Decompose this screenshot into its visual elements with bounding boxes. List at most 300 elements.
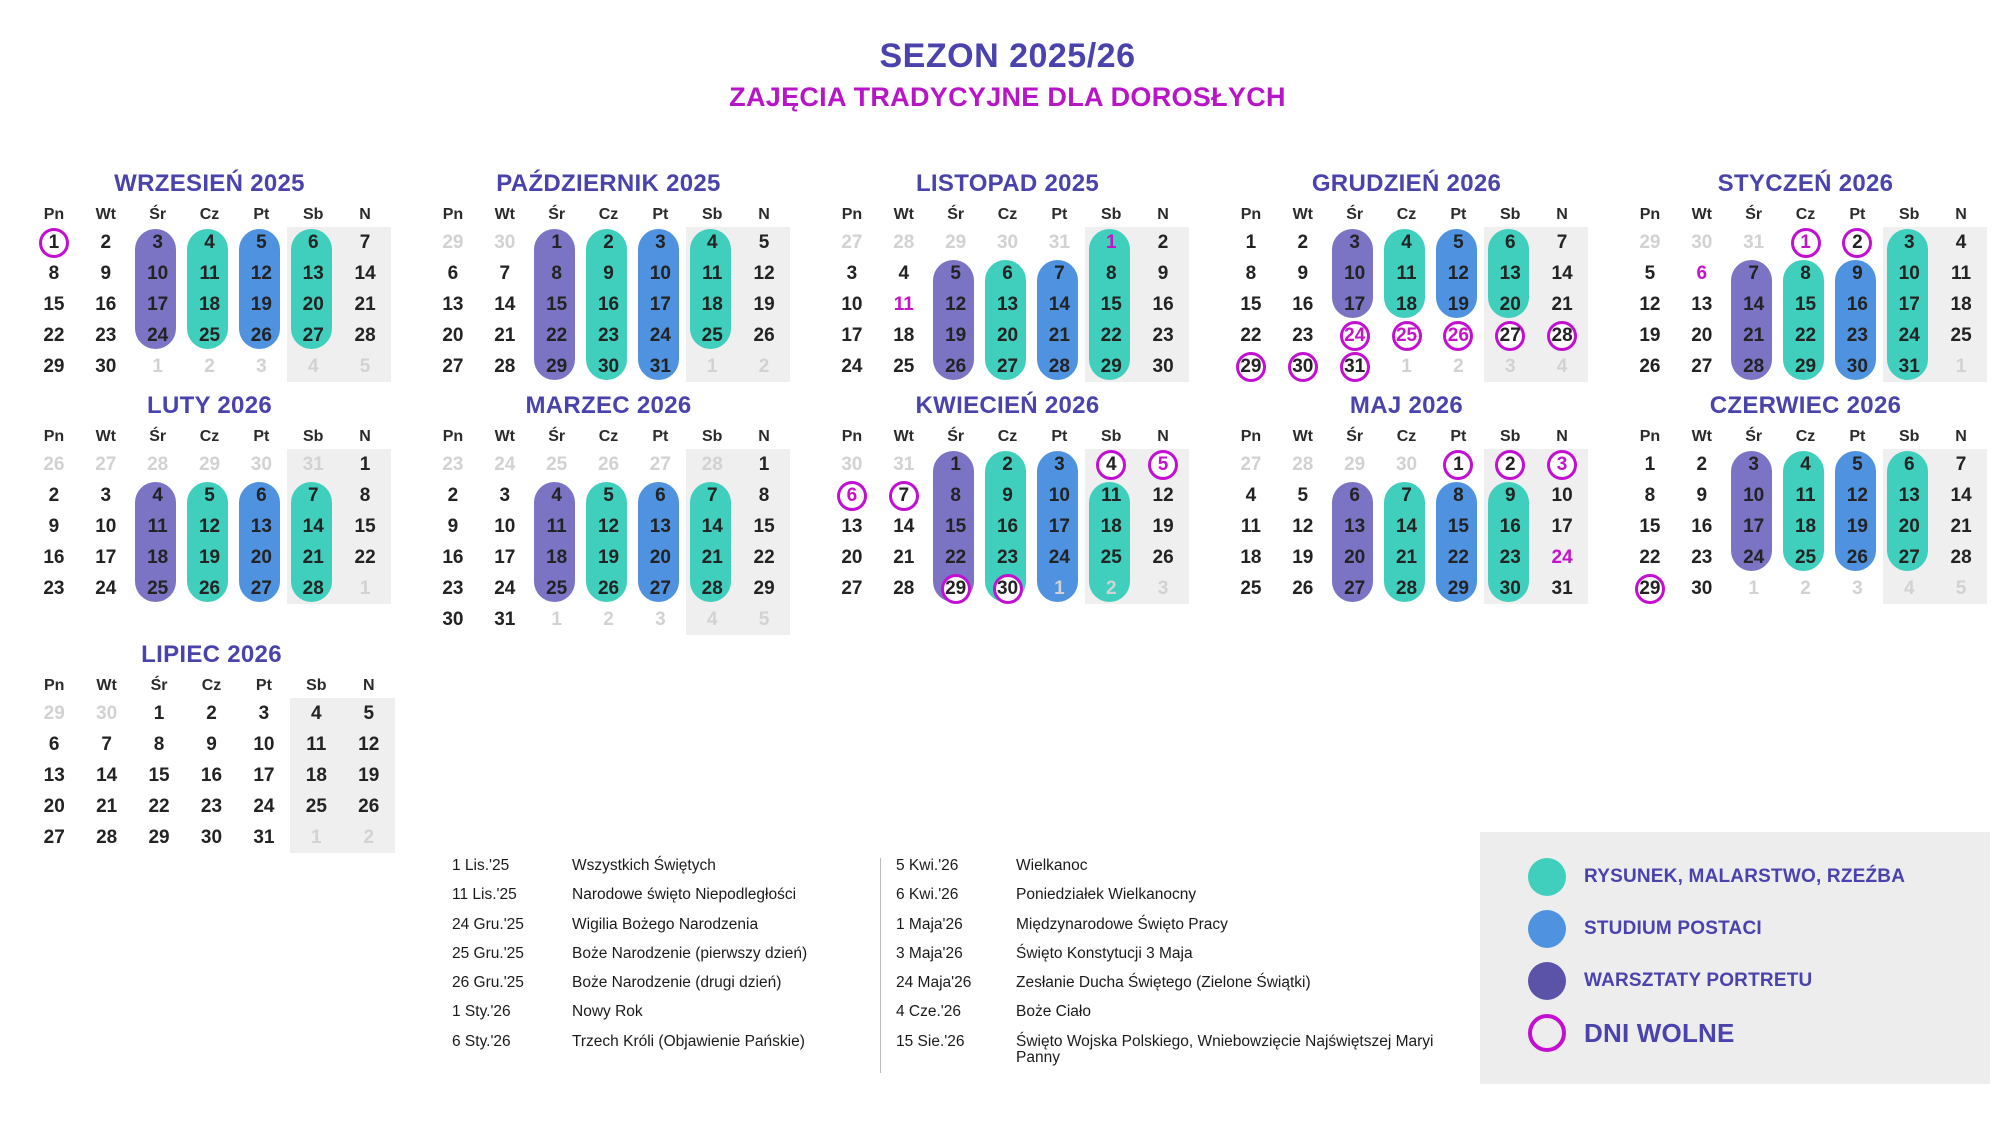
day-cell[interactable] — [826, 289, 878, 320]
day-cell[interactable] — [1381, 573, 1433, 604]
day-cell[interactable] — [287, 289, 339, 320]
day-cell[interactable] — [28, 320, 80, 351]
day-cell[interactable] — [1329, 449, 1381, 480]
day-cell[interactable] — [1780, 573, 1832, 604]
day-cell[interactable] — [1831, 449, 1883, 480]
day-cell[interactable] — [1536, 480, 1588, 511]
day-cell[interactable] — [634, 604, 686, 635]
day-cell[interactable] — [235, 449, 287, 480]
day-cell[interactable] — [982, 449, 1034, 480]
day-cell[interactable] — [634, 227, 686, 258]
day-cell[interactable] — [479, 227, 531, 258]
day-cell[interactable] — [1137, 480, 1189, 511]
day-cell[interactable] — [290, 822, 342, 853]
day-cell[interactable] — [1277, 542, 1329, 573]
day-cell[interactable] — [427, 227, 479, 258]
day-cell[interactable] — [1883, 573, 1935, 604]
day-cell[interactable] — [184, 511, 236, 542]
day-cell[interactable] — [287, 227, 339, 258]
day-cell[interactable] — [1085, 480, 1137, 511]
day-cell[interactable] — [427, 511, 479, 542]
day-cell[interactable] — [738, 542, 790, 573]
day-cell[interactable] — [479, 573, 531, 604]
day-cell[interactable] — [479, 351, 531, 382]
day-cell[interactable] — [531, 258, 583, 289]
day-cell[interactable] — [184, 542, 236, 573]
day-cell[interactable] — [1329, 258, 1381, 289]
day-cell[interactable] — [1536, 258, 1588, 289]
day-cell[interactable] — [531, 351, 583, 382]
day-cell[interactable] — [1676, 573, 1728, 604]
day-cell[interactable] — [1381, 449, 1433, 480]
day-cell[interactable] — [930, 227, 982, 258]
day-cell[interactable] — [930, 351, 982, 382]
day-cell[interactable] — [738, 320, 790, 351]
day-cell[interactable] — [427, 320, 479, 351]
day-cell[interactable] — [1381, 480, 1433, 511]
day-cell[interactable] — [1033, 511, 1085, 542]
day-cell[interactable] — [982, 542, 1034, 573]
day-cell[interactable] — [878, 289, 930, 320]
day-cell[interactable] — [930, 511, 982, 542]
day-cell[interactable] — [826, 573, 878, 604]
day-cell[interactable] — [1432, 351, 1484, 382]
day-cell[interactable] — [80, 227, 132, 258]
day-cell[interactable] — [1935, 480, 1987, 511]
day-cell[interactable] — [686, 289, 738, 320]
day-cell[interactable] — [1137, 227, 1189, 258]
day-cell[interactable] — [531, 480, 583, 511]
day-cell[interactable] — [235, 351, 287, 382]
day-cell[interactable] — [427, 351, 479, 382]
day-cell[interactable] — [479, 511, 531, 542]
day-cell[interactable] — [1085, 573, 1137, 604]
day-cell[interactable] — [982, 511, 1034, 542]
day-cell[interactable] — [339, 573, 391, 604]
day-cell[interactable] — [235, 320, 287, 351]
day-cell[interactable] — [427, 480, 479, 511]
day-cell[interactable] — [1329, 573, 1381, 604]
day-cell[interactable] — [583, 320, 635, 351]
day-cell[interactable] — [878, 227, 930, 258]
day-cell[interactable] — [686, 542, 738, 573]
day-cell[interactable] — [287, 542, 339, 573]
day-cell[interactable] — [1831, 511, 1883, 542]
day-cell[interactable] — [1432, 511, 1484, 542]
day-cell[interactable] — [1728, 351, 1780, 382]
day-cell[interactable] — [80, 511, 132, 542]
day-cell[interactable] — [479, 289, 531, 320]
day-cell[interactable] — [1831, 289, 1883, 320]
day-cell[interactable] — [1883, 258, 1935, 289]
day-cell[interactable] — [1277, 289, 1329, 320]
day-cell[interactable] — [686, 604, 738, 635]
day-cell[interactable] — [1935, 511, 1987, 542]
day-cell[interactable] — [184, 480, 236, 511]
day-cell[interactable] — [583, 604, 635, 635]
day-cell[interactable] — [28, 449, 80, 480]
day-cell[interactable] — [583, 351, 635, 382]
day-cell[interactable] — [1728, 258, 1780, 289]
day-cell[interactable] — [290, 698, 342, 729]
day-cell[interactable] — [1780, 511, 1832, 542]
day-cell[interactable] — [583, 289, 635, 320]
day-cell[interactable] — [28, 573, 80, 604]
day-cell[interactable] — [1935, 320, 1987, 351]
day-cell[interactable] — [1831, 573, 1883, 604]
day-cell[interactable] — [1277, 511, 1329, 542]
day-cell[interactable] — [1536, 449, 1588, 480]
day-cell[interactable] — [1381, 258, 1433, 289]
day-cell[interactable] — [1676, 227, 1728, 258]
day-cell[interactable] — [132, 511, 184, 542]
day-cell[interactable] — [1831, 542, 1883, 573]
day-cell[interactable] — [80, 258, 132, 289]
day-cell[interactable] — [1935, 227, 1987, 258]
day-cell[interactable] — [634, 289, 686, 320]
day-cell[interactable] — [1085, 258, 1137, 289]
day-cell[interactable] — [826, 227, 878, 258]
day-cell[interactable] — [132, 573, 184, 604]
day-cell[interactable] — [1883, 480, 1935, 511]
day-cell[interactable] — [339, 289, 391, 320]
day-cell[interactable] — [1676, 449, 1728, 480]
day-cell[interactable] — [1277, 227, 1329, 258]
day-cell[interactable] — [184, 320, 236, 351]
day-cell[interactable] — [1484, 289, 1536, 320]
day-cell[interactable] — [583, 542, 635, 573]
day-cell[interactable] — [238, 729, 290, 760]
day-cell[interactable] — [185, 791, 237, 822]
day-cell[interactable] — [1676, 258, 1728, 289]
day-cell[interactable] — [1329, 511, 1381, 542]
day-cell[interactable] — [738, 604, 790, 635]
day-cell[interactable] — [1225, 258, 1277, 289]
day-cell[interactable] — [1780, 320, 1832, 351]
day-cell[interactable] — [634, 351, 686, 382]
day-cell[interactable] — [1935, 542, 1987, 573]
day-cell[interactable] — [982, 258, 1034, 289]
day-cell[interactable] — [479, 320, 531, 351]
day-cell[interactable] — [583, 449, 635, 480]
day-cell[interactable] — [1432, 227, 1484, 258]
day-cell[interactable] — [1137, 289, 1189, 320]
day-cell[interactable] — [287, 480, 339, 511]
day-cell[interactable] — [1780, 289, 1832, 320]
day-cell[interactable] — [185, 822, 237, 853]
day-cell[interactable] — [132, 351, 184, 382]
day-cell[interactable] — [1676, 480, 1728, 511]
day-cell[interactable] — [339, 542, 391, 573]
day-cell[interactable] — [80, 573, 132, 604]
day-cell[interactable] — [80, 729, 132, 760]
day-cell[interactable] — [28, 822, 80, 853]
day-cell[interactable] — [531, 320, 583, 351]
day-cell[interactable] — [1536, 542, 1588, 573]
day-cell[interactable] — [427, 604, 479, 635]
day-cell[interactable] — [1225, 351, 1277, 382]
day-cell[interactable] — [878, 480, 930, 511]
day-cell[interactable] — [1033, 480, 1085, 511]
day-cell[interactable] — [686, 511, 738, 542]
day-cell[interactable] — [184, 258, 236, 289]
day-cell[interactable] — [1137, 573, 1189, 604]
day-cell[interactable] — [1624, 542, 1676, 573]
day-cell[interactable] — [531, 573, 583, 604]
day-cell[interactable] — [930, 573, 982, 604]
day-cell[interactable] — [583, 511, 635, 542]
day-cell[interactable] — [1883, 542, 1935, 573]
day-cell[interactable] — [479, 480, 531, 511]
day-cell[interactable] — [1935, 351, 1987, 382]
day-cell[interactable] — [930, 449, 982, 480]
day-cell[interactable] — [583, 258, 635, 289]
day-cell[interactable] — [427, 289, 479, 320]
day-cell[interactable] — [1137, 511, 1189, 542]
day-cell[interactable] — [930, 542, 982, 573]
day-cell[interactable] — [1536, 573, 1588, 604]
day-cell[interactable] — [930, 258, 982, 289]
day-cell[interactable] — [1432, 320, 1484, 351]
day-cell[interactable] — [235, 480, 287, 511]
day-cell[interactable] — [583, 573, 635, 604]
day-cell[interactable] — [878, 258, 930, 289]
day-cell[interactable] — [1137, 320, 1189, 351]
day-cell[interactable] — [184, 351, 236, 382]
day-cell[interactable] — [1728, 449, 1780, 480]
day-cell[interactable] — [1033, 573, 1085, 604]
day-cell[interactable] — [28, 289, 80, 320]
day-cell[interactable] — [982, 289, 1034, 320]
day-cell[interactable] — [531, 449, 583, 480]
day-cell[interactable] — [634, 573, 686, 604]
day-cell[interactable] — [1484, 320, 1536, 351]
day-cell[interactable] — [235, 573, 287, 604]
day-cell[interactable] — [982, 227, 1034, 258]
day-cell[interactable] — [133, 729, 185, 760]
day-cell[interactable] — [1277, 258, 1329, 289]
day-cell[interactable] — [531, 227, 583, 258]
day-cell[interactable] — [1536, 511, 1588, 542]
day-cell[interactable] — [427, 449, 479, 480]
day-cell[interactable] — [80, 449, 132, 480]
day-cell[interactable] — [1329, 227, 1381, 258]
day-cell[interactable] — [1883, 449, 1935, 480]
day-cell[interactable] — [235, 542, 287, 573]
day-cell[interactable] — [634, 511, 686, 542]
day-cell[interactable] — [238, 760, 290, 791]
day-cell[interactable] — [132, 480, 184, 511]
day-cell[interactable] — [1033, 542, 1085, 573]
day-cell[interactable] — [132, 449, 184, 480]
day-cell[interactable] — [80, 760, 132, 791]
day-cell[interactable] — [28, 351, 80, 382]
day-cell[interactable] — [133, 698, 185, 729]
day-cell[interactable] — [1225, 289, 1277, 320]
day-cell[interactable] — [1432, 480, 1484, 511]
day-cell[interactable] — [1381, 320, 1433, 351]
day-cell[interactable] — [826, 511, 878, 542]
day-cell[interactable] — [1676, 511, 1728, 542]
day-cell[interactable] — [235, 227, 287, 258]
day-cell[interactable] — [531, 604, 583, 635]
day-cell[interactable] — [1432, 449, 1484, 480]
day-cell[interactable] — [878, 573, 930, 604]
day-cell[interactable] — [238, 822, 290, 853]
day-cell[interactable] — [1085, 542, 1137, 573]
day-cell[interactable] — [1085, 289, 1137, 320]
day-cell[interactable] — [1624, 289, 1676, 320]
day-cell[interactable] — [1780, 351, 1832, 382]
day-cell[interactable] — [1728, 480, 1780, 511]
day-cell[interactable] — [1883, 289, 1935, 320]
day-cell[interactable] — [1728, 542, 1780, 573]
day-cell[interactable] — [427, 542, 479, 573]
day-cell[interactable] — [930, 480, 982, 511]
day-cell[interactable] — [1381, 227, 1433, 258]
day-cell[interactable] — [339, 480, 391, 511]
day-cell[interactable] — [479, 604, 531, 635]
day-cell[interactable] — [184, 227, 236, 258]
day-cell[interactable] — [80, 320, 132, 351]
day-cell[interactable] — [1085, 227, 1137, 258]
day-cell[interactable] — [1624, 351, 1676, 382]
day-cell[interactable] — [826, 542, 878, 573]
day-cell[interactable] — [686, 480, 738, 511]
day-cell[interactable] — [930, 289, 982, 320]
day-cell[interactable] — [1728, 320, 1780, 351]
day-cell[interactable] — [235, 511, 287, 542]
day-cell[interactable] — [1225, 480, 1277, 511]
day-cell[interactable] — [1676, 351, 1728, 382]
day-cell[interactable] — [878, 542, 930, 573]
day-cell[interactable] — [1137, 542, 1189, 573]
day-cell[interactable] — [1883, 351, 1935, 382]
day-cell[interactable] — [583, 480, 635, 511]
day-cell[interactable] — [235, 258, 287, 289]
day-cell[interactable] — [1277, 320, 1329, 351]
day-cell[interactable] — [1277, 480, 1329, 511]
day-cell[interactable] — [1329, 542, 1381, 573]
day-cell[interactable] — [238, 698, 290, 729]
day-cell[interactable] — [1225, 227, 1277, 258]
day-cell[interactable] — [1780, 480, 1832, 511]
day-cell[interactable] — [1831, 227, 1883, 258]
day-cell[interactable] — [1033, 320, 1085, 351]
day-cell[interactable] — [1033, 258, 1085, 289]
day-cell[interactable] — [132, 542, 184, 573]
day-cell[interactable] — [583, 227, 635, 258]
day-cell[interactable] — [1137, 449, 1189, 480]
day-cell[interactable] — [1624, 320, 1676, 351]
day-cell[interactable] — [1780, 258, 1832, 289]
day-cell[interactable] — [28, 698, 80, 729]
day-cell[interactable] — [80, 351, 132, 382]
day-cell[interactable] — [1277, 573, 1329, 604]
day-cell[interactable] — [1484, 227, 1536, 258]
day-cell[interactable] — [1624, 449, 1676, 480]
day-cell[interactable] — [80, 480, 132, 511]
day-cell[interactable] — [1225, 320, 1277, 351]
day-cell[interactable] — [982, 573, 1034, 604]
day-cell[interactable] — [634, 542, 686, 573]
day-cell[interactable] — [339, 449, 391, 480]
day-cell[interactable] — [1432, 258, 1484, 289]
day-cell[interactable] — [343, 698, 395, 729]
day-cell[interactable] — [1033, 227, 1085, 258]
day-cell[interactable] — [1935, 573, 1987, 604]
day-cell[interactable] — [339, 511, 391, 542]
day-cell[interactable] — [1033, 289, 1085, 320]
day-cell[interactable] — [738, 480, 790, 511]
day-cell[interactable] — [80, 698, 132, 729]
day-cell[interactable] — [1329, 289, 1381, 320]
day-cell[interactable] — [287, 511, 339, 542]
day-cell[interactable] — [738, 258, 790, 289]
day-cell[interactable] — [287, 320, 339, 351]
day-cell[interactable] — [738, 351, 790, 382]
day-cell[interactable] — [1432, 289, 1484, 320]
day-cell[interactable] — [982, 480, 1034, 511]
day-cell[interactable] — [1831, 351, 1883, 382]
day-cell[interactable] — [738, 511, 790, 542]
day-cell[interactable] — [1085, 511, 1137, 542]
day-cell[interactable] — [80, 289, 132, 320]
day-cell[interactable] — [1225, 542, 1277, 573]
day-cell[interactable] — [930, 320, 982, 351]
day-cell[interactable] — [1780, 449, 1832, 480]
day-cell[interactable] — [1137, 351, 1189, 382]
day-cell[interactable] — [132, 227, 184, 258]
day-cell[interactable] — [1484, 351, 1536, 382]
day-cell[interactable] — [343, 729, 395, 760]
day-cell[interactable] — [686, 258, 738, 289]
day-cell[interactable] — [28, 511, 80, 542]
day-cell[interactable] — [1277, 449, 1329, 480]
day-cell[interactable] — [1935, 258, 1987, 289]
day-cell[interactable] — [826, 480, 878, 511]
day-cell[interactable] — [1780, 227, 1832, 258]
day-cell[interactable] — [28, 791, 80, 822]
day-cell[interactable] — [1831, 258, 1883, 289]
day-cell[interactable] — [1728, 227, 1780, 258]
day-cell[interactable] — [133, 760, 185, 791]
day-cell[interactable] — [878, 511, 930, 542]
day-cell[interactable] — [1624, 511, 1676, 542]
day-cell[interactable] — [184, 449, 236, 480]
day-cell[interactable] — [1484, 511, 1536, 542]
day-cell[interactable] — [634, 449, 686, 480]
day-cell[interactable] — [1432, 573, 1484, 604]
day-cell[interactable] — [686, 573, 738, 604]
day-cell[interactable] — [28, 227, 80, 258]
day-cell[interactable] — [1329, 351, 1381, 382]
day-cell[interactable] — [343, 760, 395, 791]
day-cell[interactable] — [1536, 227, 1588, 258]
day-cell[interactable] — [28, 258, 80, 289]
day-cell[interactable] — [1085, 320, 1137, 351]
day-cell[interactable] — [738, 227, 790, 258]
day-cell[interactable] — [878, 351, 930, 382]
day-cell[interactable] — [531, 289, 583, 320]
day-cell[interactable] — [1624, 480, 1676, 511]
day-cell[interactable] — [1484, 542, 1536, 573]
day-cell[interactable] — [1728, 511, 1780, 542]
day-cell[interactable] — [287, 449, 339, 480]
day-cell[interactable] — [686, 351, 738, 382]
day-cell[interactable] — [133, 791, 185, 822]
day-cell[interactable] — [1780, 542, 1832, 573]
